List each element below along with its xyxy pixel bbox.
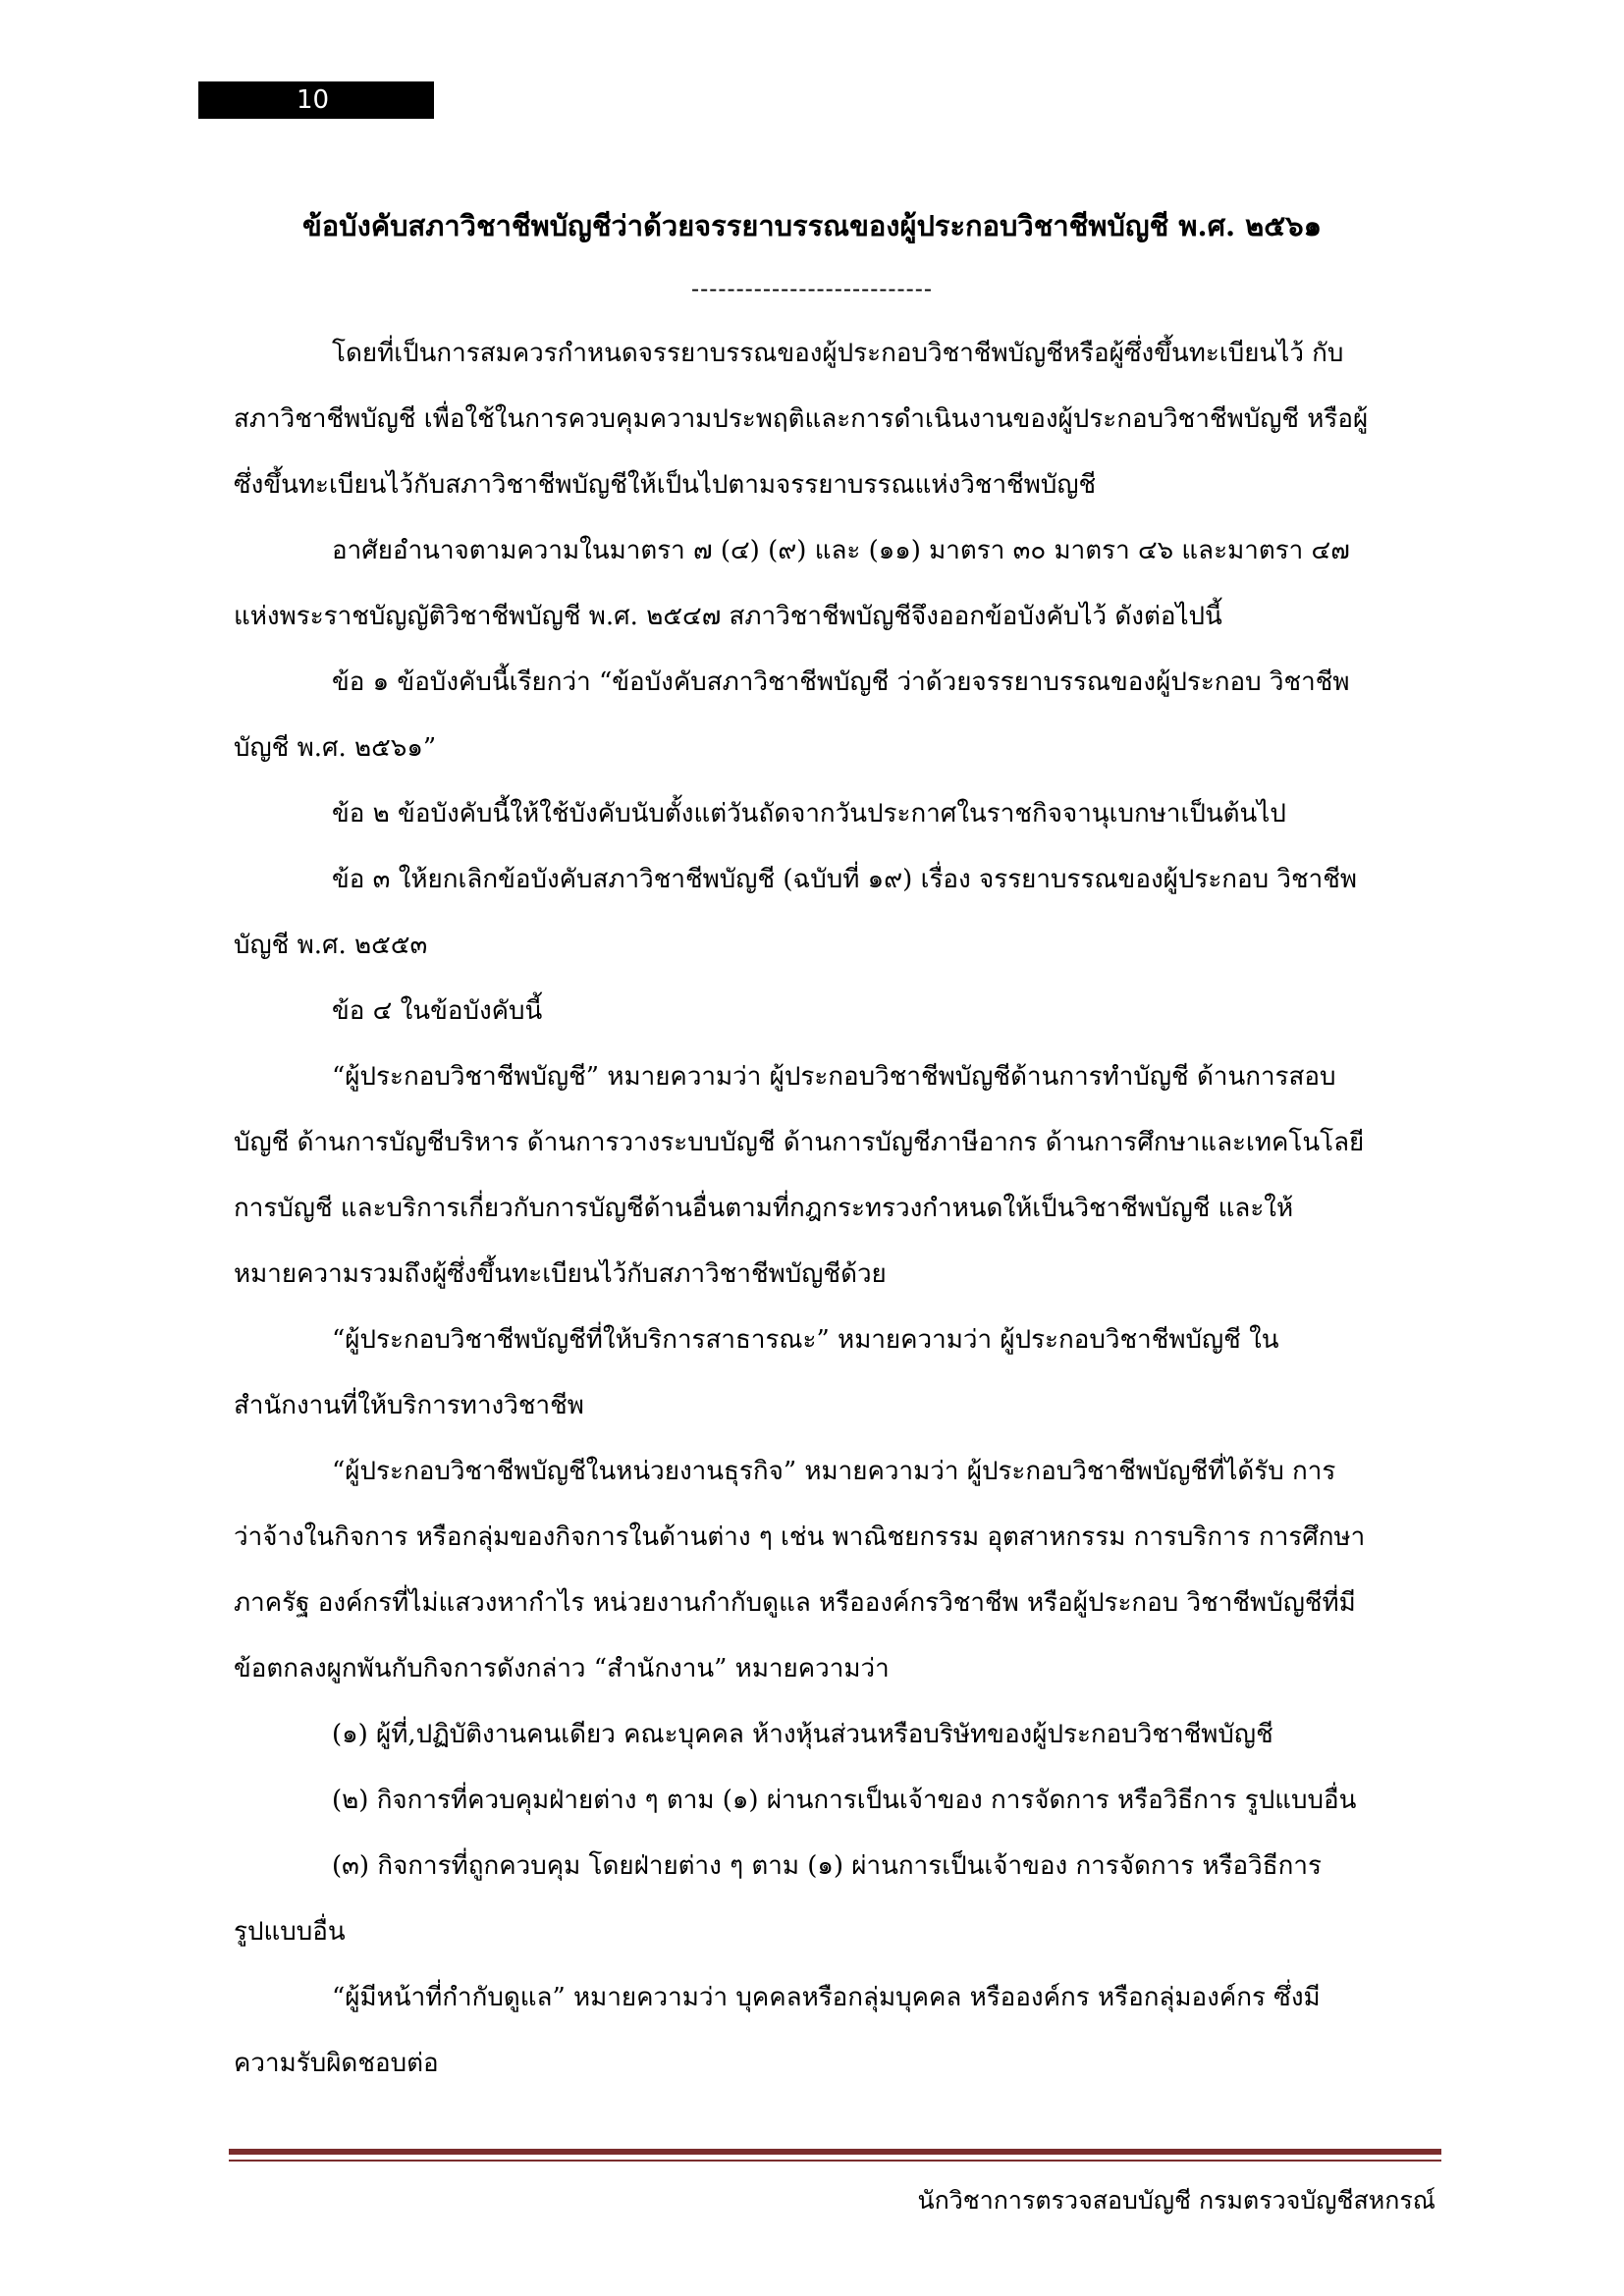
- page-number-box: [198, 81, 434, 119]
- body-line: ข้อ ๔ ในข้อบังคับนี้: [332, 996, 543, 1026]
- body-line: หมายความรวมถึงผู้ซึ่งขึ้นทะเบียนไว้กับสภาวิชาชีพบัญชีด้วย: [234, 1259, 887, 1289]
- document-body: [234, 330, 1422, 2106]
- body-line: ว่าจ้างในกิจการ หรือกลุ่มของกิจการในด้านต่าง ๆ เช่น พาณิชยกรรม อุตสาหกรรม การบริการ การศึกษา: [234, 1522, 1366, 1552]
- body-line: บัญชี พ.ศ. ๒๕๖๑”: [234, 733, 437, 763]
- body-line: แห่งพระราชบัญญัติวิชาชีพบัญชี พ.ศ. ๒๕๔๗ สภาวิชาชีพบัญชีจึงออกข้อบังคับไว้ ดังต่อไปนี้: [234, 602, 1222, 631]
- footer-rule-thin: [229, 2160, 1441, 2162]
- body-line: “ผู้ประกอบวิชาชีพบัญชีที่ให้บริการสาธารณะ” หมายความว่า ผู้ประกอบวิชาชีพบัญชี ใน: [332, 1325, 1279, 1355]
- body-line: รูปแบบอื่น: [234, 1917, 346, 1947]
- body-line: ซึ่งขึ้นทะเบียนไว้กับสภาวิชาชีพบัญชีให้เป็นไปตามจรรยาบรรณแห่งวิชาชีพบัญชี: [234, 470, 1097, 500]
- body-line: “ผู้มีหน้าที่กำกับดูแล” หมายความว่า บุคคลหรือกลุ่มบุคคล หรือองค์กร หรือกลุ่มองค์กร ซึ่งมี: [332, 1983, 1321, 2012]
- body-line: ข้อตกลงผูกพันกับกิจการดังกล่าว “สำนักงาน” หมายความว่า: [234, 1654, 890, 1683]
- body-line: “ผู้ประกอบวิชาชีพบัญชี” หมายความว่า ผู้ประกอบวิชาชีพบัญชีด้านการทำบัญชี ด้านการสอบ: [332, 1062, 1336, 1092]
- body-line: อาศัยอำนาจตามความในมาตรา ๗ (๔) (๙) และ (๑๑) มาตรา ๓๐ มาตรา ๔๖ และมาตรา ๔๗: [332, 536, 1350, 565]
- body-line: บัญชี พ.ศ. ๒๕๕๓: [234, 931, 428, 960]
- body-line: ข้อ ๓ ให้ยกเลิกข้อบังคับสภาวิชาชีพบัญชี (ฉบับที่ ๑๙) เรื่อง จรรยาบรรณของผู้ประกอบ วิชาชีพ: [332, 865, 1358, 894]
- footer-text: นักวิชาการตรวจสอบบัญชี กรมตรวจบัญชีสหกรณ์: [917, 2186, 1435, 2215]
- body-line: (๓) กิจการที่ถูกควบคุม โดยฝ่ายต่าง ๆ ตาม (๑) ผ่านการเป็นเจ้าของ การจัดการ หรือวิธีการ: [332, 1851, 1322, 1881]
- body-line: การบัญชี และบริการเกี่ยวกับการบัญชีด้านอื่นตามที่กฎกระทรวงกำหนดให้เป็นวิชาชีพบัญชี และให้: [234, 1194, 1294, 1223]
- document-title: ข้อบังคับสภาวิชาชีพบัญชีว่าด้วยจรรยาบรรณของผู้ประกอบวิชาชีพบัญชี พ.ศ. ๒๕๖๑: [301, 209, 1323, 242]
- body-line: ความรับผิดชอบต่อ: [234, 2049, 439, 2078]
- body-line: โดยที่เป็นการสมควรกำหนดจรรยาบรรณของผู้ประกอบวิชาชีพบัญชีหรือผู้ซึ่งขึ้นทะเบียนไว้ กับ: [332, 339, 1344, 368]
- body-line: สำนักงานที่ให้บริการทางวิชาชีพ: [234, 1391, 584, 1420]
- footer-rule-thick: [229, 2149, 1441, 2155]
- body-line: สภาวิชาชีพบัญชี เพื่อใช้ในการควบคุมความประพฤติและการดำเนินงานของผู้ประกอบวิชาชีพบัญชี หรือผู้: [234, 404, 1369, 434]
- body-line: (๒) กิจการที่ควบคุมฝ่ายต่าง ๆ ตาม (๑) ผ่านการเป็นเจ้าของ การจัดการ หรือวิธีการ รูปแบบอื่น: [332, 1786, 1357, 1815]
- body-line: ข้อ ๒ ข้อบังคับนี้ให้ใช้บังคับนับตั้งแต่วันถัดจากวันประกาศในราชกิจจานุเบกษาเป็นต้นไป: [332, 799, 1286, 828]
- body-line: “ผู้ประกอบวิชาชีพบัญชีในหน่วยงานธุรกิจ” หมายความว่า ผู้ประกอบวิชาชีพบัญชีที่ได้รับ การ: [332, 1457, 1336, 1486]
- body-line: บัญชี ด้านการบัญชีบริหาร ด้านการวางระบบบัญชี ด้านการบัญชีภาษีอากร ด้านการศึกษาและเทคโนโลยี: [234, 1128, 1365, 1157]
- body-line: ข้อ ๑ ข้อบังคับนี้เรียกว่า “ข้อบังคับสภาวิชาชีพบัญชี ว่าด้วยจรรยาบรรณของผู้ประกอบ วิชาชีพ: [332, 667, 1350, 697]
- title-divider: ---------------------------: [691, 275, 933, 302]
- body-line: ภาครัฐ องค์กรที่ไม่แสวงหากำไร หน่วยงานกำกับดูแล หรือองค์กรวิชาชีพ หรือผู้ประกอบ วิชาชีพบัญชีที่มี: [234, 1588, 1356, 1618]
- body-line: (๑) ผู้ที่,ปฏิบัติงานคนเดียว คณะบุคคล ห้างหุ้นส่วนหรือบริษัทของผู้ประกอบวิชาชีพบัญชี: [332, 1720, 1273, 1749]
- page-number: 10: [297, 85, 330, 115]
